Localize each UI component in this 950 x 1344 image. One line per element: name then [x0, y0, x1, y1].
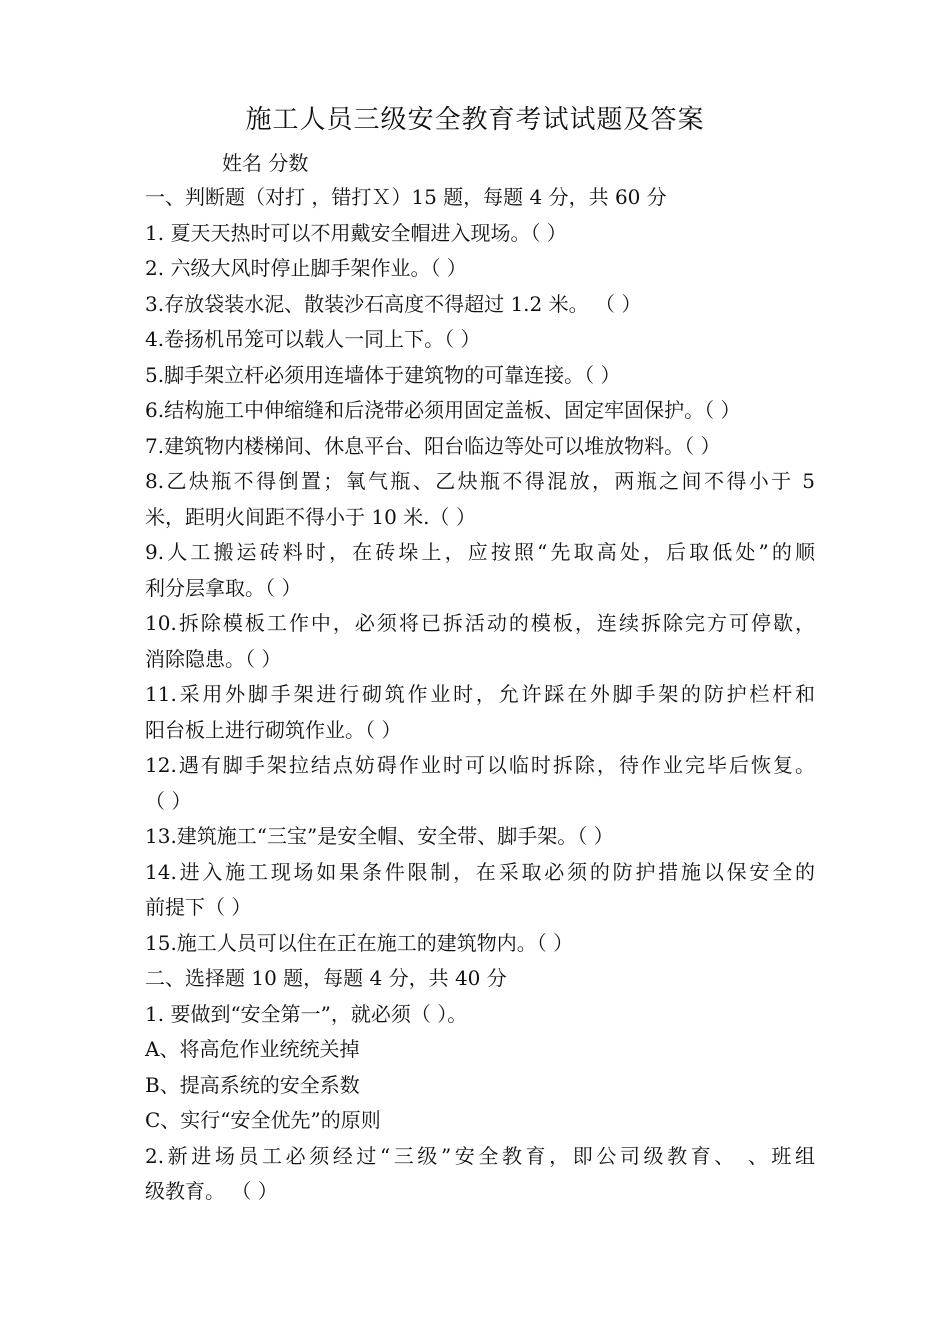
choice-option-a: A、将高危作业统统关掉	[145, 1037, 360, 1061]
question-10-line-2: 消除隐患。（ ）	[145, 646, 282, 671]
question-10-line-1: 10.拆除模板工作中，必须将已拆活动的模板，连续拆除完方可停歇，	[145, 611, 815, 635]
document-body	[145, 180, 815, 1210]
question-5: 5.脚手架立杆必须用连墙体于建筑物的可靠连接。（ ）	[145, 362, 621, 387]
question-15: 15.施工人员可以住在正在施工的建筑物内。（ ）	[145, 930, 574, 955]
question-12-line-1: 12.遇有脚手架拉结点妨碍作业时可以临时拆除，待作业完毕后恢复。	[145, 753, 815, 777]
choice-question-2-line-1: 2.新进场员工必须经过“三级”安全教育，即公司级教育、 、班组	[145, 1143, 815, 1168]
choice-question-2-line-2: 级教育。 （ ）	[145, 1179, 278, 1203]
choice-question-1: 1. 要做到“安全第一”，就必须（ ）。	[145, 1001, 468, 1026]
question-13: 13.建筑施工“三宝”是安全帽、安全带、脚手架。（ ）	[145, 824, 614, 848]
question-14-line-2: 前提下（ ）	[145, 895, 252, 919]
question-8-line-1: 8.乙炔瓶不得倒置；氧气瓶、乙炔瓶不得混放，两瓶之间不得小于 5	[145, 469, 815, 493]
document-title: 施工人员三级安全教育考试试题及答案	[245, 105, 705, 135]
question-1: 1. 夏天天热时可以不用戴安全帽进入现场。（ ）	[145, 220, 567, 245]
name-score-line: 姓名 分数	[222, 151, 309, 175]
section1-heading: 一、判断题（对打 ，错打Ｘ）15 题，每题 4 分，共 60 分	[145, 185, 667, 209]
question-3: 3.存放袋装水泥、散装沙石高度不得超过 1.2 米。 （ ）	[145, 291, 642, 316]
question-2: 2. 六级大风时停止脚手架作业。（ ）	[145, 256, 467, 280]
question-14-line-1: 14.进入施工现场如果条件限制，在采取必须的防护措施以保安全的	[145, 859, 815, 884]
choice-option-c: C、实行“安全优先”的原则	[145, 1108, 381, 1132]
question-9-line-2: 利分层拿取。（ ）	[145, 575, 302, 600]
question-12-line-2: （ ）	[145, 788, 192, 813]
question-6: 6.结构施工中伸缩缝和后浇带必须用固定盖板、固定牢固保护。（ ）	[145, 398, 741, 422]
question-11-line-1: 11.采用外脚手架进行砌筑作业时，允许踩在外脚手架的防护栏杆和	[145, 682, 815, 706]
question-7: 7.建筑物内楼梯间、休息平台、阳台临边等处可以堆放物料。（ ）	[145, 433, 721, 458]
section2-heading: 二、选择题 10 题，每题 4 分，共 40 分	[145, 966, 507, 990]
question-9-line-1: 9.人工搬运砖料时，在砖垛上，应按照“先取高处，后取低处”的顺	[145, 540, 815, 564]
question-4: 4.卷扬机吊笼可以载人一同上下。（ ）	[145, 327, 481, 351]
question-8-line-2: 米，距明火间距不得小于 10 米.（ ）	[145, 504, 476, 529]
choice-option-b: B、提高系统的安全系数	[145, 1072, 360, 1097]
question-11-line-2: 阳台板上进行砌筑作业。（ ）	[145, 717, 402, 742]
